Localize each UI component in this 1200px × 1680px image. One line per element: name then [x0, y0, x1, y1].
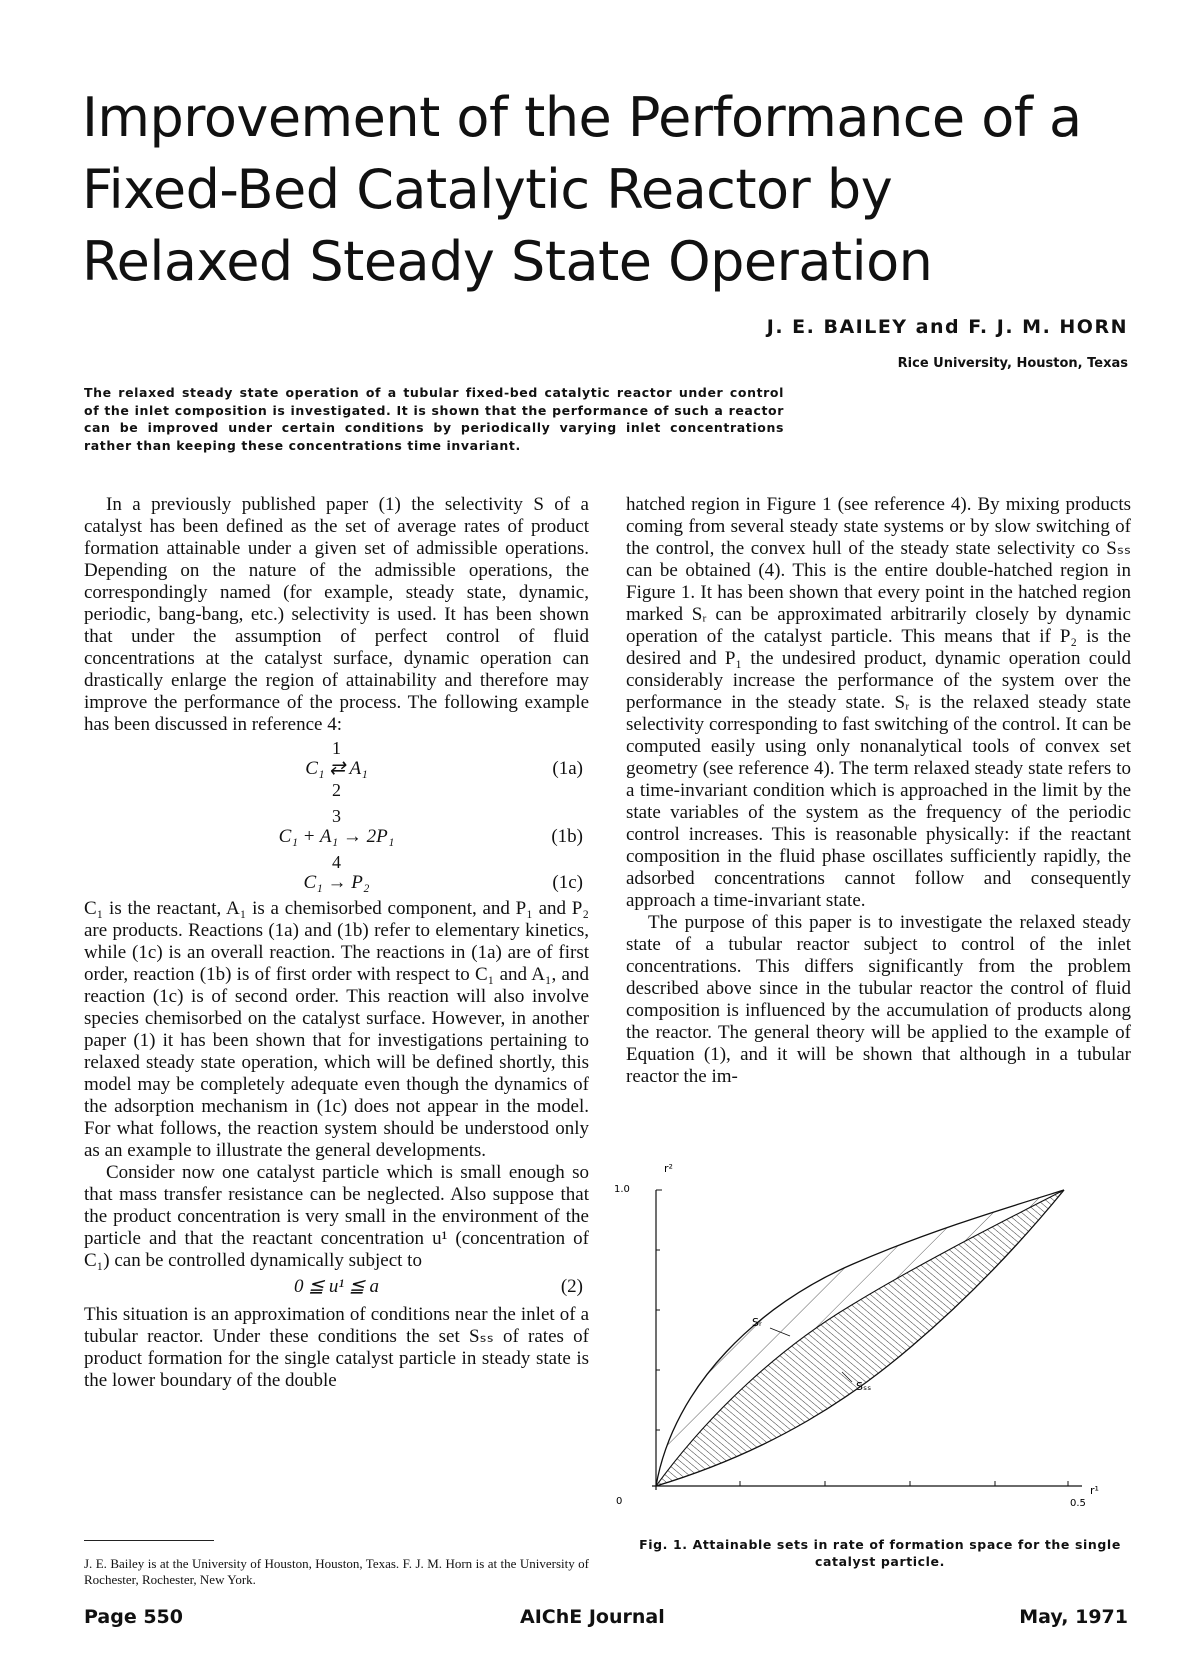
label-sss: Sₛₛ	[856, 1380, 872, 1393]
eq-rate-label: 4	[332, 852, 341, 872]
x-axis-label: r¹	[1090, 1484, 1099, 1497]
affiliation: Rice University, Houston, Texas	[897, 356, 1128, 371]
eq-rate-label: 1	[332, 738, 341, 758]
eq-expression: C₁ ⇄ A₁	[305, 758, 368, 779]
paragraph: hatched region in Figure 1 (see reference 4). By mixing products coming from several steady state systems or by slow switching of the control, the convex hull of the steady state selectivity co Sₛₛ can be obtained (4). This is the entire double-hatched region in Figure 1. It has been shown that every point in the hatched region marked Sᵣ can be approximated arbitrarily closely by dynamic operation of the catalyst particle. This means that if P₂ is the desired and P₁ the undesired product, dynamic operation could considerably increase the performance of the system over the performance in the steady state. Sᵣ is the relaxed steady state selectivity corresponding to fast switching of the control. It can be computed easily using only nonanalytical tools of convex set geometry (see reference 4). The term relaxed steady state refers to a time-invariant condition which is approached in the limit by the state variables of the system as the frequency of the periodic control increases. This is reasonable physically: if the reactant composition in the fluid phase oscillates sufficiently rapidly, the adsorbed concentrations cannot follow and consequently approach a time-invariant state.	[626, 494, 1131, 911]
footnote-rule	[84, 1540, 214, 1541]
page-number: Page 550	[84, 1606, 183, 1628]
right-column	[626, 494, 1131, 1088]
authors: J. E. BAILEY and F. J. M. HORN	[766, 316, 1128, 338]
issue-date: May, 1971	[1019, 1606, 1128, 1628]
region-sss-hatch	[656, 1190, 1064, 1486]
abstract: The relaxed steady state operation of a tubular fixed-bed catalytic reactor under control of the inlet composition is investigated. It is shown that the performance of such a reactor can be improved under certain conditions by periodically varying inlet concentrations rather than keeping these concentrations time invariant.	[84, 385, 784, 453]
equation-1b	[84, 806, 589, 850]
footnote: J. E. Bailey is at the University of Houston, Houston, Texas. F. J. M. Horn is at the University of Rochester, Rochester, New York.	[84, 1556, 589, 1587]
equation-2	[84, 1274, 589, 1302]
title-line-3: Relaxed Steady State Operation	[82, 230, 933, 293]
paragraph: In a previously published paper (1) the selectivity S of a catalyst has been defined as the set of average rates of product formation attainable under a given set of admissible operations. Depending on the nature of the admissible operations, the correspondingly named (for example, steady state, dynamic, periodic, bang-bang, etc.) selectivity is used. It has been shown that under the assumption of perfect control of fluid concentrations at the catalyst surface, dynamic operation can drastically enlarge the region of attainability and therefore may improve the performance of the process. The following example has been discussed in reference 4:	[84, 494, 589, 735]
origin-label: 0	[616, 1496, 623, 1507]
y-tick-label: 1.0	[614, 1184, 630, 1195]
figure-1	[614, 1150, 1140, 1530]
left-column	[84, 494, 589, 1392]
paragraph: C₁ is the reactant, A₁ is a chemisorbed component, and P₁ and P₂ are products. Reactions (1a) and (1b) refer to elementary kinetics, while (1c) is an overall reaction. The reactions in (1a) are of first order, reaction (1b) is of first order with respect to C₁ and A₁, and reaction (1c) is of second order. This reaction will also involve species chemisorbed on the catalyst surface. However, in another paper (1) it has been shown that for investigations pertaining to relaxed steady state operation, which will be defined shortly, this model may be completely adequate even though the dynamics of the adsorption mechanism in (1c) does not appear in the model. For what follows, the reaction system should be understood only as an example to illustrate the general developments.	[84, 898, 589, 1161]
eq-number: (1b)	[551, 826, 583, 847]
paper-title	[82, 82, 1082, 298]
equation-1a	[84, 738, 589, 804]
title-line-2: Fixed-Bed Catalytic Reactor by	[82, 158, 893, 221]
y-axis-label: r²	[664, 1162, 673, 1175]
eq-number: (1a)	[552, 758, 583, 779]
paragraph: Consider now one catalyst particle which is small enough so that mass transfer resistance can be neglected. Also suppose that the product concentration is very small in the environment of the particle and that the reactant concentration u¹ (concentration of C₁) can be controlled dynamically subject to	[84, 1162, 589, 1271]
eq-number: (2)	[560, 1276, 583, 1297]
label-sr: Sᵣ	[752, 1316, 762, 1329]
eq-rate-label: 2	[332, 780, 341, 800]
title-line-1: Improvement of the Performance of a	[82, 86, 1082, 149]
eq-expression: C₁ → P₂	[303, 872, 370, 893]
eq-rate-label: 3	[332, 806, 341, 826]
figure-1-plot	[614, 1150, 1140, 1530]
eq-expression: C₁ + A₁ → 2P₁	[278, 826, 395, 847]
paragraph: The purpose of this paper is to investigate the relaxed steady state of a tubular reactor subject to control of the inlet concentrations. This differs significantly from the problem described above since in the tubular reactor the control of fluid composition is influenced by the accumulation of products along the reactor. The general theory will be applied to the example of Equation (1), and it will be shown that although in a tubular reactor the im-	[626, 912, 1131, 1087]
eq-number: (1c)	[552, 872, 583, 893]
paragraph: This situation is an approximation of conditions near the inlet of a tubular reactor. Under these conditions the set Sₛₛ of rates of product formation for the single catalyst particle in steady state is the lower boundary of the double	[84, 1304, 589, 1391]
equation-1c	[84, 852, 589, 896]
journal-name: AIChE Journal	[520, 1606, 665, 1628]
x-tick-label: 0.5	[1070, 1498, 1086, 1509]
eq-expression: 0 ≦ u¹ ≦ a	[293, 1276, 380, 1297]
figure-caption: Fig. 1. Attainable sets in rate of formation space for the single catalyst particle.	[639, 1537, 1121, 1569]
